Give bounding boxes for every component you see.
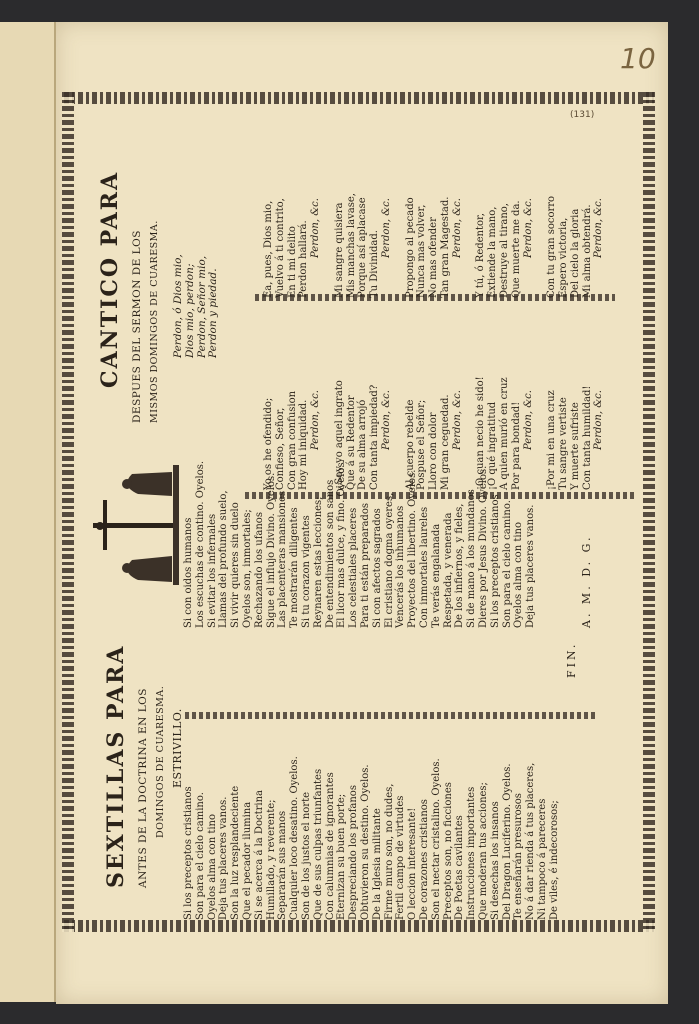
verse-line: ¿Soy yo aquel ingrato [333,380,345,490]
verse-line: Lloro con dolor [428,412,440,490]
verse-line: Perdon hallará. [298,220,310,298]
verse-line: Del cielo la gloria [569,208,581,298]
verse-line: Y tú, ó Redentor, [475,213,487,298]
verse-line: Oyelos alma con tino [513,522,525,628]
verse-line: De corazones cristianos [418,799,430,920]
estribillo-label: ESTRIVILLO. [171,708,184,788]
verse-line: Despreciando los profanos [348,785,360,920]
verse-line: Reynaren estas lecciones; [312,496,324,628]
verse-line: De entendimientos son sanos [324,479,336,628]
verse-line: Mi gran ceguedad. [439,394,451,490]
facing-page-edge [0,22,56,1002]
verse-line: Preceptos son, no ficciones [442,782,454,920]
verse-line: Pospuse el Señor; [416,399,428,490]
verse-line: Los celestiales placeres [348,507,360,628]
verse-line [464,376,476,490]
verse-line: Si de mano á los mundanos [466,489,478,628]
verse-line: ¡Por mi en una cruz [546,390,558,490]
verse-line: El cristiano dogma oyeres, [383,492,395,628]
verse-line: Dieres por Jesus Divino. Oyelos. [477,465,489,628]
verse-line: Te enseñarán presurosos [513,793,525,920]
verse-line: Deja tus placeres vanos. [218,796,230,920]
sextillas-column-1 [183,756,561,920]
verse-line: ¡O qué ingratitud [487,401,499,490]
verse-line: Te verás engalanada [430,523,442,628]
verse-line [322,376,334,490]
verse-line: Yo os he ofendido; [263,397,274,490]
cantico-subtitle-1: DESPUES DEL SERMON DE LOS [131,230,143,423]
border-left [62,92,74,932]
verse-line: Mi sangre quisiera [333,202,345,298]
verse-line: De su alma arrojó [357,399,369,490]
verse-line: Que á su Redentor [345,395,357,490]
verse-line: Perdon, &c. [451,198,463,258]
verse-line: De los infiernos, y fieles, [454,503,466,628]
verse-line: No á dar rienda á tus placeres, [525,762,537,920]
verse-line: Perdon, &c. [380,390,392,450]
sextillas-subtitle-1: ANTES DE LA DOCTRINA EN LOS [137,688,149,888]
verse-line: Te mostrarán diligentes [289,507,301,628]
verse-line: Extiende la mano, [487,206,499,298]
verse-line: Si con oidos humanos [183,517,194,628]
verse-line: Propongo al pecado [404,197,416,298]
verse-line: No mas ofender [428,217,440,298]
verse-line: Los escuchas de contino. Oyelos. [194,460,206,628]
verse-line: Perdon, &c. [310,198,322,258]
verse-line: Hoy mi iniquidad. [298,399,310,490]
verse-line: Tan gran Magestad. [439,196,451,298]
verse-line: De la Iglesia militante [371,808,383,920]
verse-line: Con gran confusion [286,390,298,490]
verse-line: A quien murió en cruz [498,377,510,490]
verse-line: Son el nectar cristalino. Oyelos. [430,758,442,920]
verse-line: Mis manchas lavase, [345,193,357,298]
verse-line: Rechazando los ufanos [253,512,265,628]
verse-line: Porque así aplacase [357,197,369,298]
verse-line: En ti mi delito [286,226,298,298]
amdg-label: A. M. D. G. [580,534,593,628]
verse-line: Si los preceptos cristianos [183,786,194,920]
verse-line: Oyelos son, inmortales; [241,509,253,628]
cantico-column-2 [263,193,605,298]
fin-label: FIN. [565,641,578,678]
verse-line: Para ti están preparados [359,503,371,628]
verse-line: Respetada, y venerada [442,512,454,628]
verse-line: Nunca mas volver, [416,204,428,298]
verse-line: Si los preceptos cristianos [489,494,501,628]
verse-line: Con tanta impiedad? [369,384,381,490]
verse-line: Con calumnias de ignorantes [324,772,336,920]
cantico-column-1 [263,376,605,490]
verse-line: Al cuerpo rebelde [404,399,416,490]
verse-line: O leccion interesante! [407,807,419,920]
verse-line: Perdon, &c. [310,390,322,450]
verse-line: De viles, é indecorosos; [548,800,560,920]
verse-line: Oyelos alma con tino [206,814,218,920]
verse-line: Ea, pues, Dios mio, [263,200,274,298]
verse-line: Si tu corazon vigentes [300,515,312,628]
verse-line: Tu sangre vertiste [557,397,569,490]
verse-line: Las placenteras mansiones [277,490,289,628]
cantico-refrain [173,254,220,358]
verse-line: Perdon, &c. [380,198,392,258]
verse-line: Vencerás los inhumanos [395,505,407,628]
verse-line: Tu Divinidad. [369,230,381,298]
verse-line [322,193,334,298]
verse-line: Son para el cielo camino. [501,500,513,628]
crucifix-illustration [83,460,193,590]
verse-line: Perdon, &c. [522,390,534,450]
verse-line: Cualquier loco desatino. Oyelos. [289,756,301,920]
verse-line: Que muerte me da. [510,200,522,298]
verse-line: Destruye al tirano, [498,203,510,298]
verse-line: Con inmortales laureles [418,506,430,628]
verse-line: Ni tampoco á pareceres [536,798,548,920]
verse-line: Instrucciones importantes [466,786,478,920]
verse-line: Proyectos del libertino. Oyelos. [407,469,419,628]
verse-line: Si evitar los infernales [206,513,218,628]
verse-line [534,193,546,298]
verse-line: Son para el cielo camino. [194,792,206,920]
verse-line: Sigue el influjo Divino. Oyelos. [265,472,277,628]
verse-line: Fertil campo de virtudes [395,795,407,920]
verse-line: Del Dragon Luciferino. Oyelos. [501,763,513,920]
verse-line: Llamas del profundo suelo, [218,490,230,628]
verse-line: Si se acerca á la Doctrina [253,790,265,920]
verse-line: Que de sus culpas triunfantes [312,768,324,920]
verse-line: Perdon, &c. [593,198,605,258]
verse-line: Perdon, &c. [593,390,605,450]
verse-line: Perdon, Señor mio, [195,255,208,358]
verse-line: Obtuvieron su destino. Oyelos. [359,764,371,920]
verse-line [393,376,405,490]
verse-line: Si con afectos sagrados [371,508,383,628]
verse-line: Si desechas los insanos [489,801,501,920]
page-stamp: (131) [570,110,595,120]
verse-line: Perdon y piedad. [207,268,220,358]
cantico-subtitle-2: MISMOS DOMINGOS DE CUARESMA. [149,220,160,423]
verse-line: Perdon, &c. [522,198,534,258]
verse-line: Eternizan su buen porte; [336,793,348,920]
verse-line: Vuelvo á ti contrito, [274,198,286,298]
verse-line: Con tu gran socorro [546,195,558,298]
verse-line: Deja tus placeres vanos. [525,504,537,628]
verse-line: Y muerte sufriste [569,402,581,490]
verse-line: El licor mas dulce, y fino. Oyelos. [336,459,348,628]
verse-line: Son de los justos el norte [300,791,312,920]
verse-line: De Poetas cavilantes [454,815,466,920]
rotated-content [75,108,650,928]
verse-line [393,193,405,298]
verse-line: Separarán sus manos [277,810,289,920]
verse-line: Espero victoria, [557,217,569,298]
verse-line: Son la luz resplandeciente [230,785,242,920]
verse-line: Con tanta humildad! [581,385,593,490]
verse-line: Que el pecador ilumina [241,801,253,920]
verse-line: Dios mio, perdon; [183,263,196,358]
verse-line: Perdon, &c. [451,390,463,450]
verse-line: Que moderan tus acciones; [477,782,489,920]
verse-line: Confieso, Señor, [274,407,286,490]
verse-line: Por para bondad! [510,401,522,490]
sextillas-subtitle-2: DOMINGOS DE CUARESMA. [155,685,166,838]
verse-line: Firme muro son, no dudes, [383,783,395,920]
cantico-title: CANTICO PARA [97,170,123,388]
verse-line [534,376,546,490]
verse-line [464,193,476,298]
verse-line: Perdon, ó Dios mio, [172,254,184,358]
folio-number: 10 [620,42,656,75]
sextillas-title: SEXTILLAS PARA [103,644,129,888]
verse-line: ¡O cuan necio he sido! [475,376,487,490]
verse-line: Humillado, y reverente; [265,799,277,920]
border-top [64,92,654,104]
verse-line: Mi alma obtendrá. [581,204,593,298]
verse-line: Si vivir quieres sin duelo [230,502,242,628]
